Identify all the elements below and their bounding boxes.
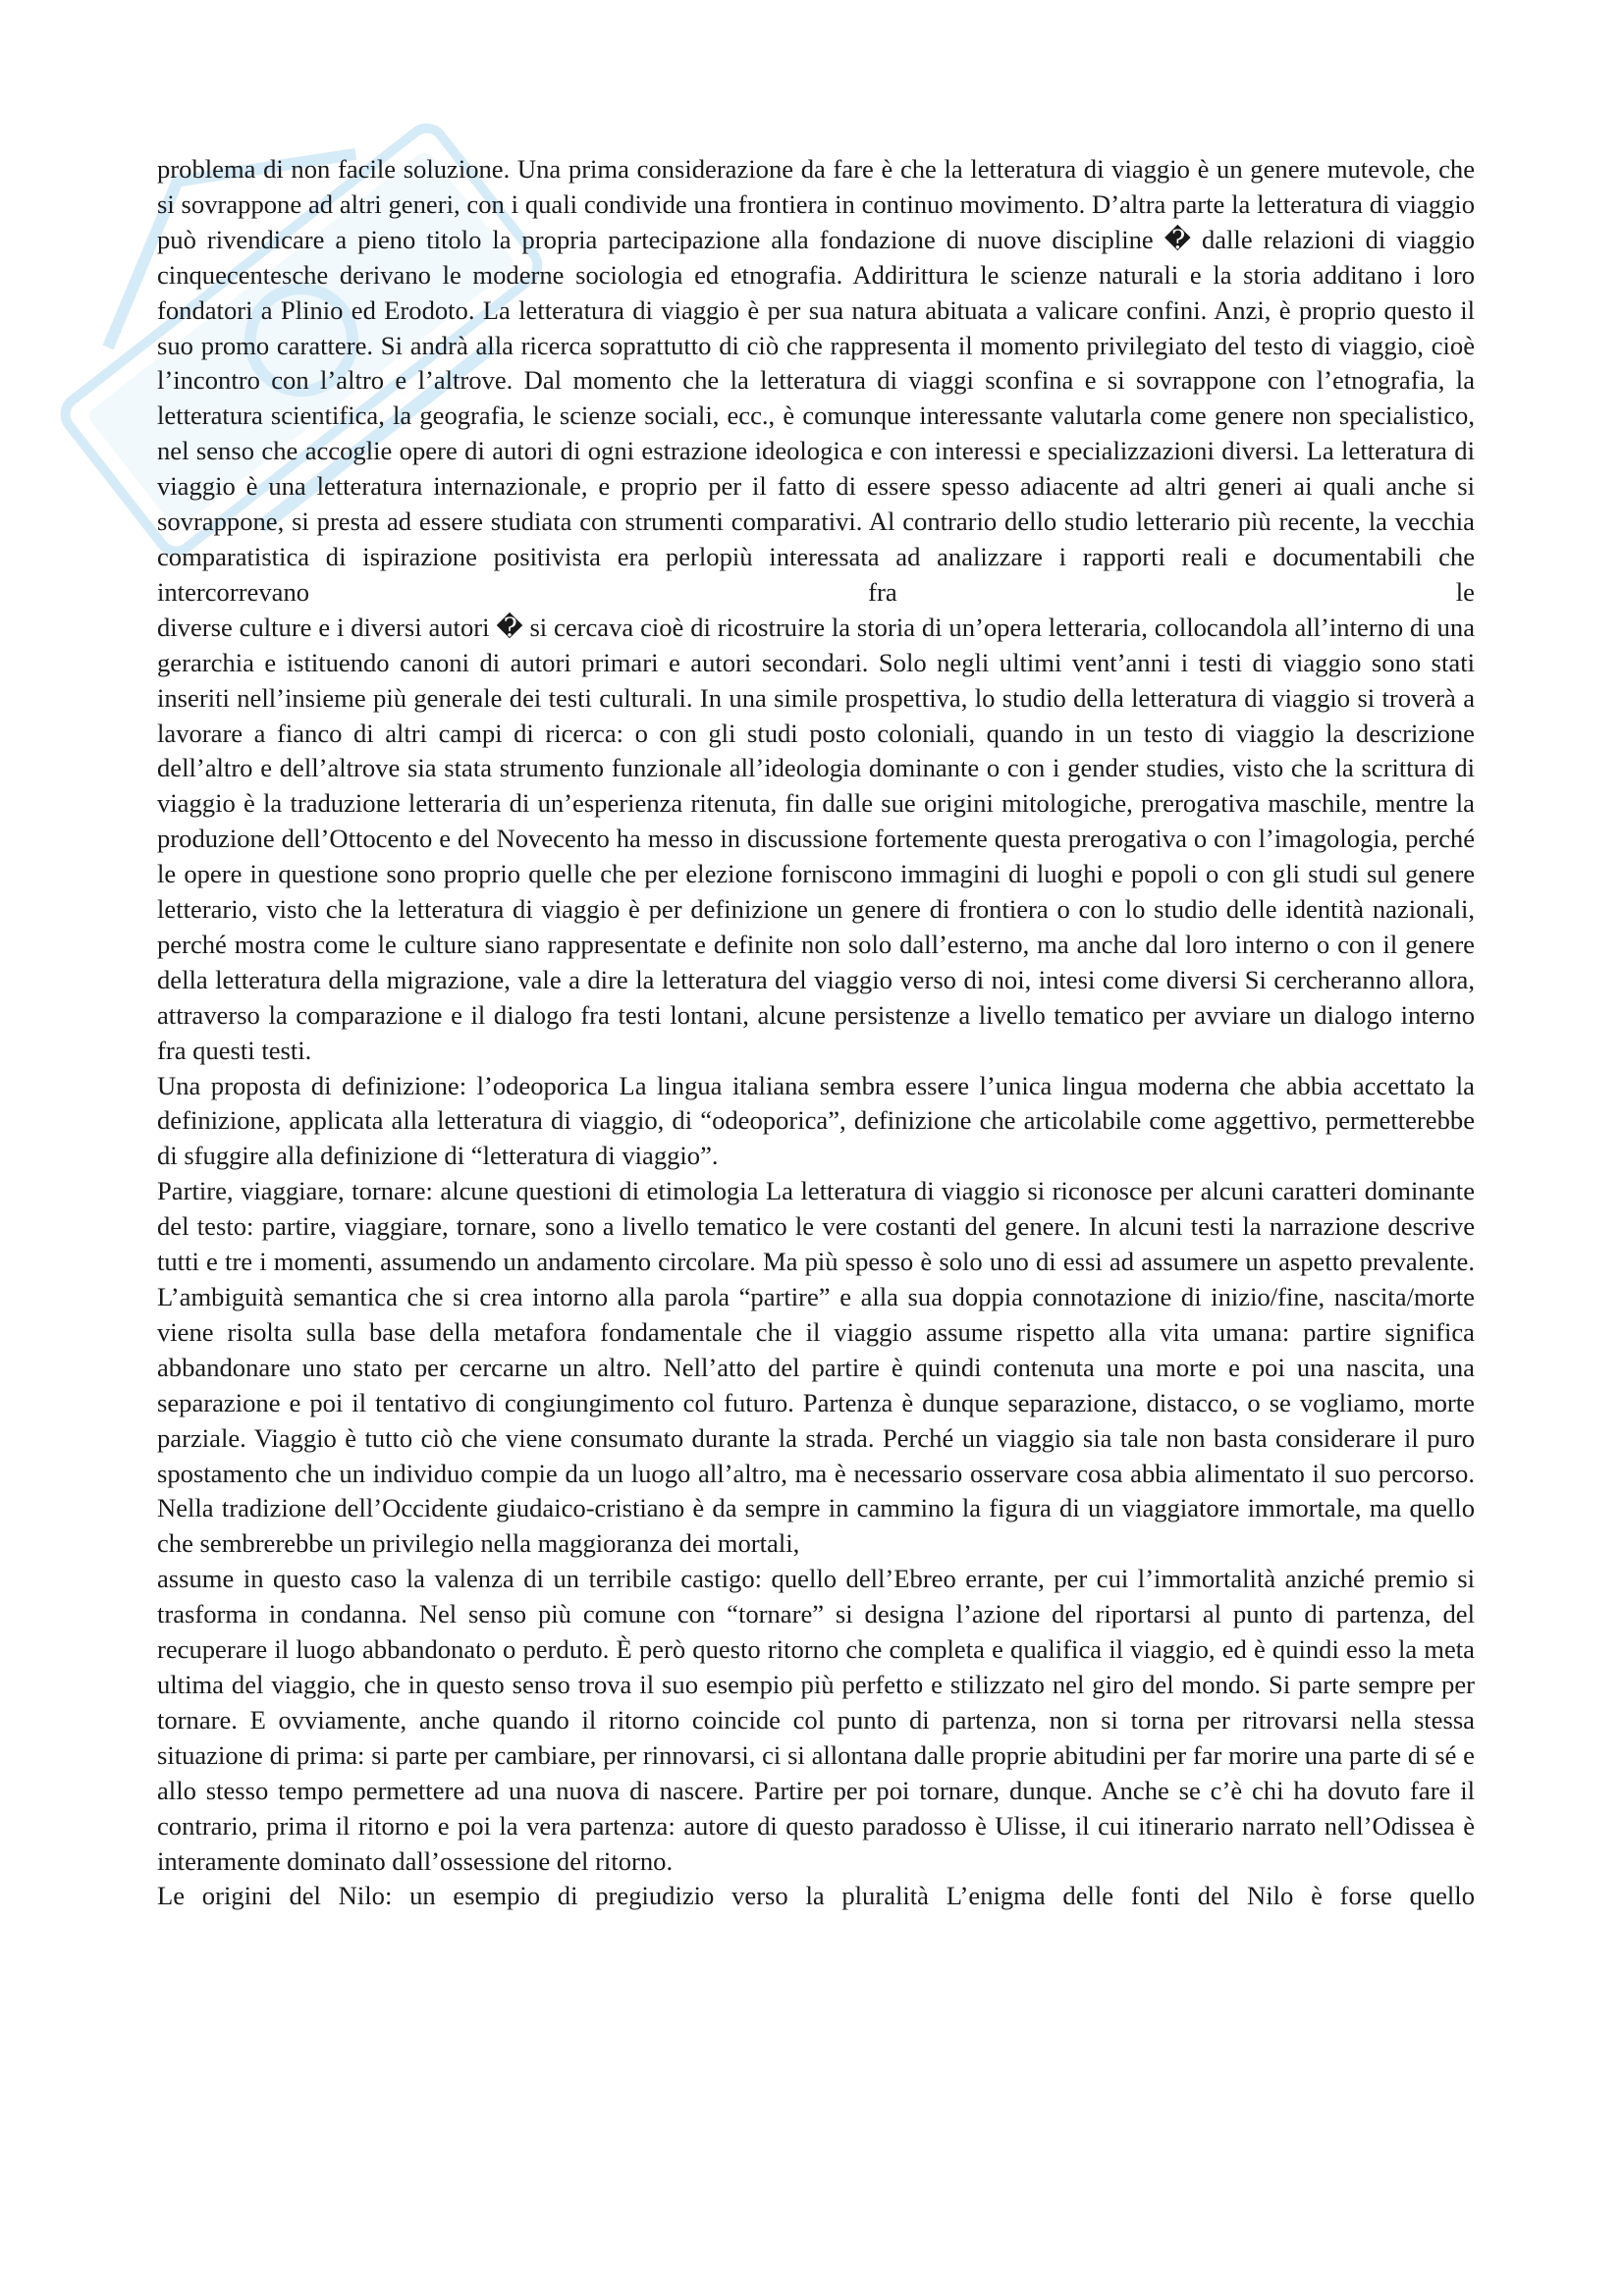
paragraph: Partire, viaggiare, tornare: alcune questioni di etimologia La letteratura di viaggio si riconosce per alcuni caratteri dominante del testo: partire, viaggiare, tornare, sono a livello tematico le vere costanti del genere. In alcuni testi la narrazione descrive tutti e tre i momenti, assumendo un andamento circolare. Ma più spesso è solo uno di essi ad assumere un aspetto prevalente. L’ambiguità semantica che si crea intorno alla parola “partire” e alla sua doppia connotazione di inizio/fine, nascita/morte viene risolta sulla base della metafora fondamentale che il viaggio assume rispetto alla vita umana: partire significa abbandonare uno stato per cercarne un altro. Nell’atto del partire è quindi contenuta una morte e poi una nascita, una separazione e poi il tentativo di congiungimento col futuro. Partenza è dunque separazione, distacco, o se vogliamo, morte parziale. Viaggio è tutto ciò che viene consumato durante la strada. Perché un viaggio sia tale non basta considerare il puro spostamento che un individuo compie da un luogo all’altro, ma è necessario osservare cosa abbia alimentato il suo percorso. Nella tradizione dell’Occidente giudaico-cristiano è da sempre in cammino la figura di un viaggiatore immortale, ma quello che sembrerebbe un privilegio nella maggioranza dei mortali,	[157, 1176, 1475, 1559]
paragraph: assume in questo caso la valenza di un terribile castigo: quello dell’Ebreo errante, per cui l’immortalità anziché premio si trasforma in condanna. Nel senso più comune con “tornare” si designa l’azione del riportarsi al punto di partenza, del recuperare il luogo abbandonato o perduto. È però questo ritorno che completa e qualifica il viaggio, ed è quindi esso la meta ultima del viaggio, che in questo senso trova il suo esempio più perfetto e stilizzato nel giro del mondo. Si parte sempre per tornare. E ovviamente, anche quando il ritorno coincide col punto di partenza, non si torna per ritrovarsi nella stessa situazione di prima: si parte per cambiare, per rinnovarsi, ci si allontana dalle proprie abitudini per far morire una parte di sé e allo stesso tempo permettere ad una nuova di nascere. Partire per poi tornare, dunque. Anche se c’è chi ha dovuto fare il contrario, prima il ritorno e poi la vera partenza: autore di questo paradosso è Ulisse, il cui itinerario narrato nell’Odissea è interamente dominato dall’ossessione del ritorno.	[157, 1564, 1475, 1876]
paragraph: problema di non facile soluzione. Una prima considerazione da fare è che la letteratura di viaggio è un genere mutevole, che si sovrappone ad altri generi, con i quali condivide una frontiera in continuo movimento. D’altra parte la letteratura di viaggio può rivendicare a pieno titolo la propria partecipazione alla fondazione di nuove discipline � dalle relazioni di viaggio cinquecentesche derivano le moderne sociologia ed etnografia. Addirittura le scienze naturali e la storia additano i loro fondatori a Plinio ed Erodoto. La letteratura di viaggio è per sua natura abituata a valicare confini. Anzi, è proprio questo il suo promo carattere. Si andrà alla ricerca soprattutto di ciò che rappresenta il momento privilegiato del testo di viaggio, cioè l’incontro con l’altro e l’altrove. Dal momento che la letteratura di viaggi sconfina e si sovrappone con l’etnografia, la letteratura scientifica, la geografia, le scienze sociali, ecc., è comunque interessante valutarla come genere non specialistico, nel senso che accoglie opere di autori di ogni estrazione ideologica e con interessi e specializzazioni diversi. La letteratura di viaggio è una letteratura internazionale, e proprio per il fatto di essere spesso adiacente ad altri generi ai quali anche si sovrappone, si presta ad essere studiata con strumenti comparativi. Al contrario dello studio letterario più recente, la vecchia comparatistica di ispirazione positivista era perlopiù interessata ad analizzare i rapporti reali e documentabili che intercorrevano fra le	[157, 154, 1475, 607]
document-body	[157, 152, 1475, 1914]
paragraph: Una proposta di definizione: l’odeoporica La lingua italiana sembra essere l’unica lingua moderna che abbia accettato la definizione, applicata alla letteratura di viaggio, di “odeoporica”, definizione che articolabile come aggettivo, permetterebbe di sfuggire alla definizione di “letteratura di viaggio”.	[157, 1070, 1475, 1171]
paragraph: Le origini del Nilo: un esempio di pregiudizio verso la pluralità L’enigma delle fonti del Nilo è forse quello	[157, 1881, 1475, 1911]
paragraph: diverse culture e i diversi autori � si cercava cioè di ricostruire la storia di un’opera letteraria, collocandola all’interno di una gerarchia e istituendo canoni di autori primari e autori secondari. Solo negli ultimi vent’anni i testi di viaggio sono stati inseriti nell’insieme più generale dei testi culturali. In una simile prospettiva, lo studio della letteratura di viaggio si troverà a lavorare a fianco di altri campi di ricerca: o con gli studi posto coloniali, quando in un testo di viaggio la descrizione dell’altro e dell’altrove sia stata strumento funzionale all’ideologia dominante o con i gender studies, visto che la scrittura di viaggio è la traduzione letteraria di un’esperienza ritenuta, fin dalle sue origini mitologiche, prerogativa maschile, mentre la produzione dell’Ottocento e del Novecento ha messo in discussione fortemente questa prerogativa o con l’imagologia, perché le opere in questione sono proprio quelle che per elezione forniscono immagini di luoghi e popoli o con gli studi sul genere letterario, visto che la letteratura di viaggio è per definizione un genere di frontiera o con lo studio delle identità nazionali, perché mostra come le culture siano rappresentate e definite non solo dall’esterno, ma anche dal loro interno o con il genere della letteratura della migrazione, vale a dire la letteratura del viaggio verso di noi, intesi come diversi Si cercheranno allora, attraverso la comparazione e il dialogo fra testi lontani, alcune persistenze a livello tematico per avviare un dialogo interno fra questi testi.	[157, 612, 1475, 1065]
